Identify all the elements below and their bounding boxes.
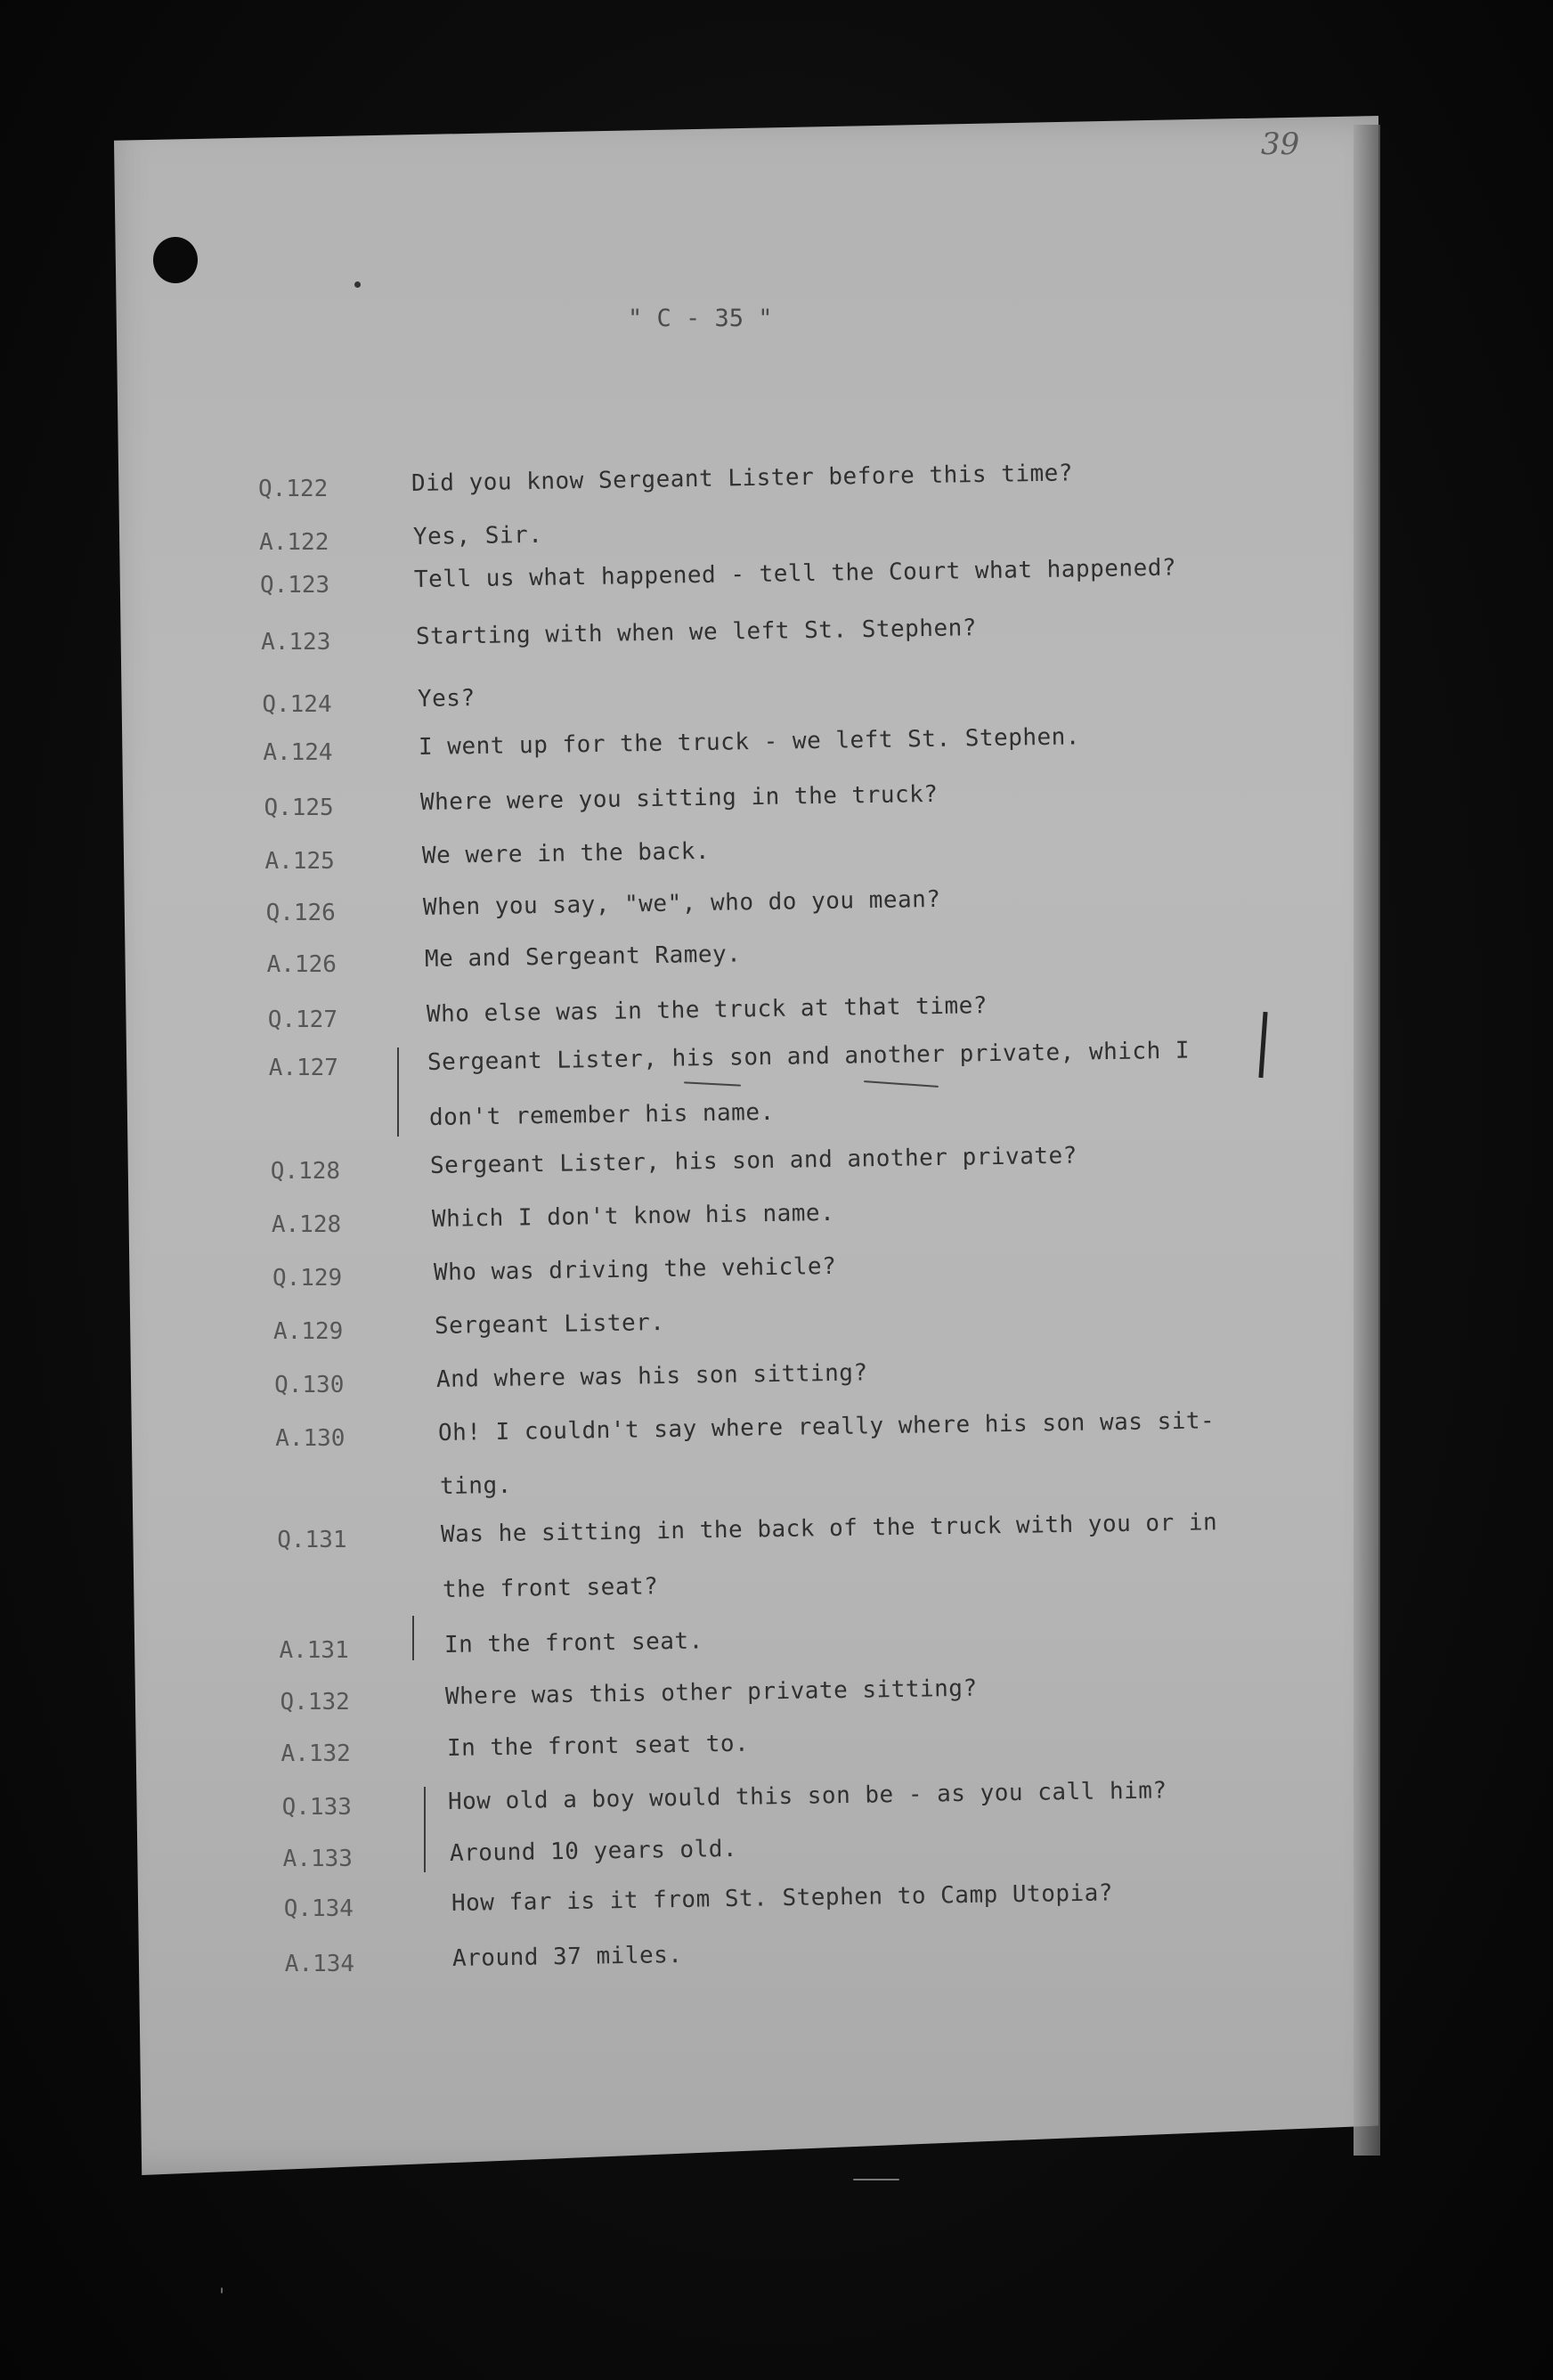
qa-text: When you say, "we", who do you mean? <box>423 885 942 921</box>
qa-text: Where was this other private sitting? <box>444 1675 978 1710</box>
qa-text: Where were you sitting in the truck? <box>419 780 939 816</box>
qa-label: Q.129 <box>272 1265 343 1292</box>
qa-label: Q.122 <box>258 476 329 502</box>
qa-label: Q.125 <box>264 795 334 821</box>
punch-hole <box>153 237 198 283</box>
qa-text: Starting with when we left St. Stephen? <box>415 615 977 650</box>
qa-text: Me and Sergeant Ramey. <box>424 941 742 973</box>
qa-label: A.129 <box>273 1318 344 1345</box>
sheet-edge-shadow <box>1354 125 1380 2156</box>
qa-label: A.130 <box>275 1425 346 1452</box>
qa-text: Who else was in the truck at that time? <box>426 992 988 1028</box>
qa-label: Q.126 <box>265 900 336 926</box>
qa-label: Q.134 <box>283 1895 354 1922</box>
qa-label: Q.130 <box>274 1372 345 1398</box>
qa-text: I went up for the truck - we left St. Stephen. <box>419 723 1081 761</box>
stray-mark-bottom-left: ˌ <box>219 2273 225 2295</box>
qa-text: Around 10 years old. <box>449 1835 738 1867</box>
qa-text: Yes, Sir. <box>412 521 543 550</box>
qa-text: In the front seat. <box>443 1627 703 1659</box>
qa-text-continuation: the front seat? <box>442 1573 659 1603</box>
qa-label: Q.132 <box>280 1689 350 1716</box>
folio-number: 39 <box>1261 126 1300 162</box>
margin-bracket-a127 <box>397 1047 399 1137</box>
qa-text: Sergeant Lister, his son and another private, which I <box>427 1037 1191 1076</box>
qa-label: A.134 <box>284 1951 355 1977</box>
qa-text-continuation: ting. <box>439 1471 512 1500</box>
qa-text: Sergeant Lister, his son and another private? <box>430 1142 1078 1179</box>
qa-text: Who was driving the vehicle? <box>433 1252 837 1286</box>
qa-label: Q.123 <box>259 572 330 599</box>
qa-text: In the front seat to. <box>446 1730 750 1762</box>
qa-label: Q.128 <box>270 1158 341 1185</box>
qa-label: A.127 <box>268 1055 338 1081</box>
qa-text: Oh! I couldn't say where really where his son was sit- <box>437 1407 1216 1447</box>
qa-text: How far is it from St. Stephen to Camp Utopia? <box>451 1879 1113 1917</box>
margin-bracket-q133 <box>424 1787 426 1872</box>
qa-text: Which I don't know his name. <box>431 1199 835 1233</box>
qa-label: Q.131 <box>277 1527 347 1553</box>
qa-label: A.126 <box>266 951 337 978</box>
qa-text: Was he sitting in the back of the truck with you or in <box>440 1509 1218 1548</box>
qa-label: Q.124 <box>262 691 332 718</box>
qa-label: Q.127 <box>267 1007 337 1033</box>
qa-text-continuation: don't remember his name. <box>428 1098 775 1131</box>
ink-speck <box>354 281 361 288</box>
qa-text: Around 37 miles. <box>452 1941 684 1972</box>
qa-text: Tell us what happened - tell the Court what happened? <box>413 554 1177 593</box>
qa-label: A.128 <box>271 1211 342 1238</box>
margin-bracket-a131 <box>412 1616 414 1660</box>
qa-label: A.131 <box>279 1637 349 1664</box>
qa-label: A.132 <box>281 1740 351 1767</box>
qa-label: A.123 <box>261 629 331 656</box>
scratch-mark-bottom <box>853 2179 899 2180</box>
qa-text: How old a boy would this son be - as you call him? <box>448 1777 1168 1815</box>
qa-text: Yes? <box>417 684 476 713</box>
qa-text: We were in the back. <box>421 837 710 869</box>
qa-label: A.133 <box>282 1846 353 1872</box>
qa-text: Did you know Sergeant Lister before this time? <box>411 460 1074 497</box>
page-heading: " C - 35 " <box>628 305 773 332</box>
qa-text: Sergeant Lister. <box>435 1308 666 1340</box>
qa-text: And where was his son sitting? <box>435 1359 868 1393</box>
qa-label: A.125 <box>264 848 335 875</box>
qa-label: A.124 <box>263 739 333 766</box>
qa-label: Q.133 <box>281 1794 352 1821</box>
qa-label: A.122 <box>259 529 329 556</box>
